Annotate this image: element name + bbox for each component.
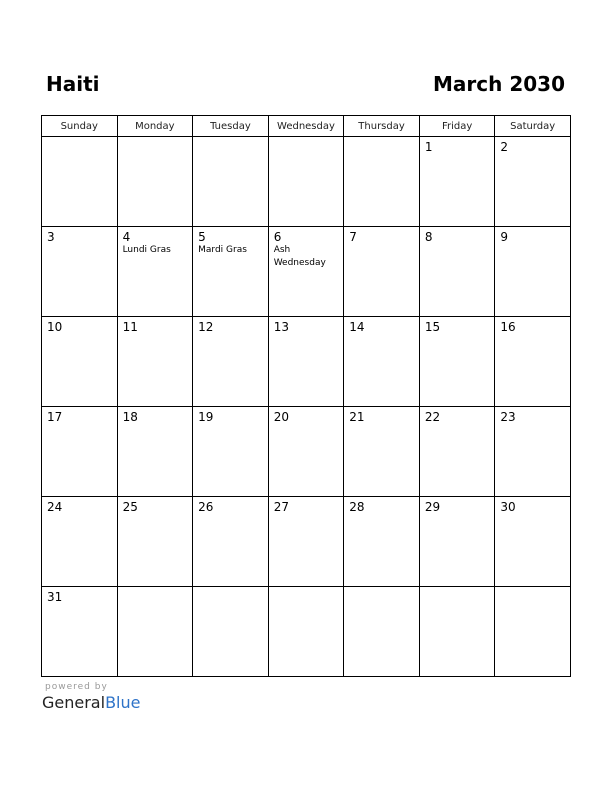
week-row	[42, 227, 571, 317]
day-number: 2	[500, 140, 509, 154]
day-number: 10	[47, 320, 63, 334]
day-cell-30	[495, 497, 571, 587]
day-cell-28	[344, 497, 420, 587]
day-cell-31	[42, 587, 118, 677]
day-cell-21	[344, 407, 420, 497]
empty-day-cell	[117, 587, 193, 677]
day-cell-24	[42, 497, 118, 587]
weekday-wednesday: Wednesday	[268, 116, 344, 137]
day-number: 26	[198, 500, 214, 514]
empty-day-cell	[193, 587, 269, 677]
holiday-label: Lundi Gras	[122, 245, 171, 255]
weekday-monday: Monday	[117, 116, 193, 137]
day-cell-5	[193, 227, 269, 317]
day-number: 14	[349, 320, 365, 334]
day-cell-25	[117, 497, 193, 587]
empty-day-cell	[268, 137, 344, 227]
weekday-saturday: Saturday	[495, 116, 571, 137]
day-cell-13	[268, 317, 344, 407]
empty-day-cell	[193, 137, 269, 227]
day-cell-29	[419, 497, 495, 587]
day-number: 23	[500, 410, 516, 424]
day-number: 13	[273, 320, 289, 334]
powered-by-label: powered by	[45, 682, 108, 692]
week-row	[42, 407, 571, 497]
month-title: March 2030	[433, 72, 565, 96]
day-number: 20	[273, 410, 289, 424]
holiday-label: Ash Wednesday	[273, 245, 326, 268]
day-cell-12	[193, 317, 269, 407]
day-number: 28	[349, 500, 365, 514]
day-cell-19	[193, 407, 269, 497]
day-number: 29	[424, 500, 441, 514]
day-number: 25	[122, 500, 138, 514]
day-cell-23	[495, 407, 571, 497]
day-cell-14	[344, 317, 420, 407]
day-cell-7	[344, 227, 420, 317]
day-cell-20	[268, 407, 344, 497]
day-number: 15	[424, 320, 441, 334]
brand-logo[interactable]	[42, 693, 140, 713]
day-number: 3	[47, 230, 55, 244]
day-number: 19	[198, 410, 214, 424]
day-cell-27	[268, 497, 344, 587]
empty-day-cell	[344, 137, 420, 227]
day-cell-15	[419, 317, 495, 407]
day-cell-17	[42, 407, 118, 497]
day-number: 18	[122, 410, 138, 424]
empty-day-cell	[42, 137, 118, 227]
day-cell-6	[268, 227, 344, 317]
brand-name-blue: Blue	[105, 693, 141, 712]
day-cell-4	[117, 227, 193, 317]
day-cell-11	[117, 317, 193, 407]
week-row	[42, 587, 571, 677]
week-row	[42, 137, 571, 227]
weekday-tuesday: Tuesday	[193, 116, 269, 137]
day-number: 22	[424, 410, 441, 424]
day-cell-2	[495, 137, 571, 227]
day-number: 24	[47, 500, 63, 514]
empty-day-cell	[344, 587, 420, 677]
empty-day-cell	[495, 587, 571, 677]
day-number: 12	[198, 320, 214, 334]
country-title: Haiti	[46, 72, 100, 96]
day-cell-18	[117, 407, 193, 497]
day-number: 7	[349, 230, 357, 244]
day-number: 8	[424, 230, 433, 244]
weekday-sunday: Sunday	[42, 116, 118, 137]
weekday-header-row	[42, 116, 571, 137]
empty-day-cell	[268, 587, 344, 677]
weekday-friday: Friday	[419, 116, 495, 137]
day-number: 17	[47, 410, 63, 424]
day-cell-3	[42, 227, 118, 317]
day-number: 4	[122, 230, 131, 244]
week-row	[42, 497, 571, 587]
calendar-grid	[41, 115, 571, 677]
day-number: 31	[47, 590, 63, 604]
day-number: 30	[500, 500, 516, 514]
day-cell-1	[419, 137, 495, 227]
empty-day-cell	[419, 587, 495, 677]
day-cell-9	[495, 227, 571, 317]
day-number: 11	[122, 320, 138, 334]
weekday-thursday: Thursday	[344, 116, 420, 137]
empty-day-cell	[117, 137, 193, 227]
day-number: 5	[198, 230, 206, 244]
day-cell-8	[419, 227, 495, 317]
day-cell-16	[495, 317, 571, 407]
day-number: 9	[500, 230, 509, 244]
day-cell-26	[193, 497, 269, 587]
week-row	[42, 317, 571, 407]
day-number: 6	[273, 230, 282, 244]
day-number: 21	[349, 410, 365, 424]
day-number: 27	[273, 500, 289, 514]
day-number: 1	[424, 140, 433, 154]
day-number: 16	[500, 320, 516, 334]
day-cell-10	[42, 317, 118, 407]
day-cell-22	[419, 407, 495, 497]
holiday-label: Mardi Gras	[198, 245, 247, 255]
brand-name-general: General	[42, 693, 106, 712]
